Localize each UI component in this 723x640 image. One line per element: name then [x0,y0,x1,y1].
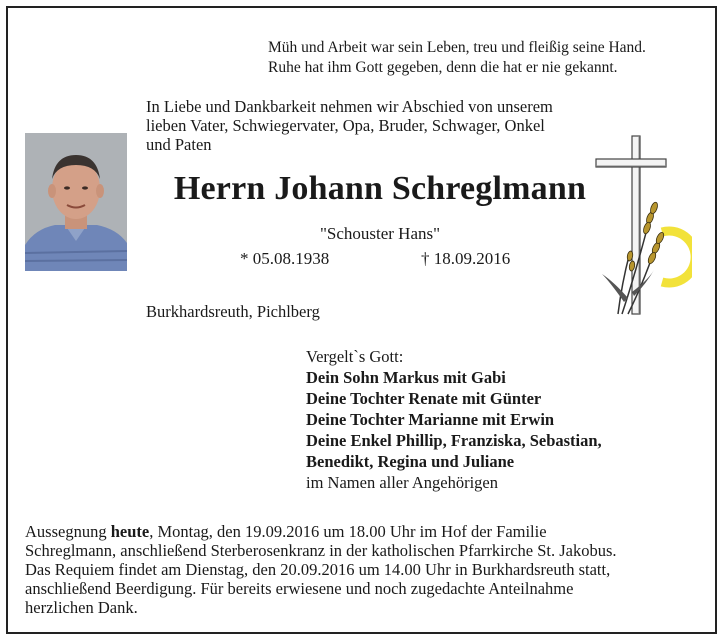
funeral-line-5: herzlichen Dank. [25,598,138,617]
mourner-line: Deine Enkel Phillip, Franziska, Sebastian, [306,431,602,450]
mourner-line: Deine Tochter Marianne mit Erwin [306,410,555,429]
intro-text [146,97,616,154]
funeral-pre: Aussegnung [25,522,111,541]
intro-line-1: In Liebe und Dankbarkeit nehmen wir Abschied von unserem [146,97,553,116]
cross-with-wheat-icon [592,132,692,322]
thanks-closing: im Namen aller Angehörigen [306,473,498,492]
verse [268,38,646,78]
deceased-name: Herrn Johann Schreglmann [173,170,587,207]
mourner-line: Benedikt, Regina und Juliane [306,452,515,471]
funeral-today: heute [110,522,150,541]
funeral-line-1-rest: , Montag, den 19.09.2016 um 18.00 Uhr im Hof der Familie [149,522,547,541]
portrait-photo [25,133,127,271]
verse-line-1: Müh und Arbeit war sein Leben, treu und fleißig seine Hand. [268,39,646,56]
deceased-nickname: "Schouster Hans" [319,224,441,243]
funeral-line-4: anschließend Beerdigung. Für bereits erwiesene und noch zugedachte Anteilnahme [25,579,574,598]
funeral-line-1 [25,522,715,541]
intro-line-3: und Paten [146,135,212,154]
residence: Burkhardsreuth, Pichlberg [146,302,320,321]
funeral-details [25,522,715,617]
death-date: † 18.09.2016 [421,249,511,268]
portrait-photo-drawing [25,133,127,271]
funeral-line-2: Schreglmann, anschließend Sterberosenkranz in der katholischen Pfarrkirche St. Jakobus. [25,541,617,560]
funeral-line-3: Das Requiem findet am Dienstag, den 20.09.2016 um 14.00 Uhr in Burkhardsreuth statt, [25,560,611,579]
birth-date: * 05.08.1938 [240,249,330,268]
mourner-line: Dein Sohn Markus mit Gabi [306,368,506,387]
thanks-section [306,346,602,493]
thanks-intro: Vergelt`s Gott: [306,347,404,366]
intro-line-2: lieben Vater, Schwiegervater, Opa, Bruder, Schwager, Onkel [146,116,545,135]
verse-line-2: Ruhe hat ihm Gott gegeben, denn die hat er nie gekannt. [268,59,618,76]
mourner-line: Deine Tochter Renate mit Günter [306,389,542,408]
